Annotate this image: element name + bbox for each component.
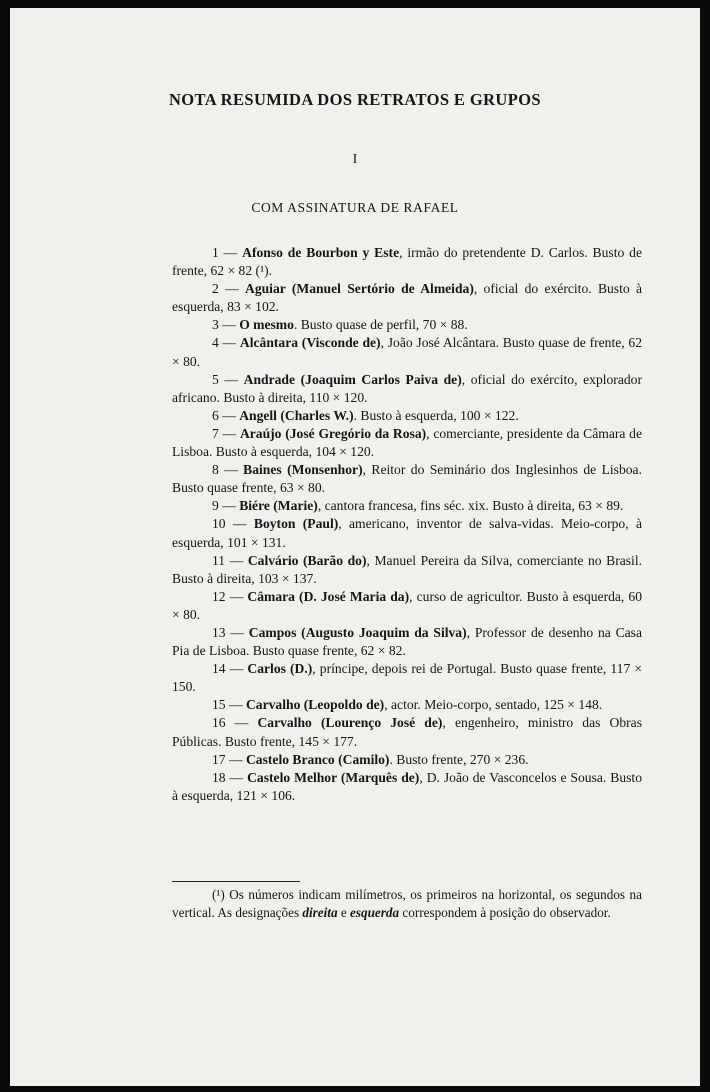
entry-name: Afonso de Bourbon y Este <box>242 245 400 260</box>
entry-name: Castelo Branco (Camilo) <box>245 751 390 767</box>
entry-text: , engenheiro, ministro das Obras Públicas. Busto frente, 145 × 177. <box>172 715 643 749</box>
list-item: 16 — Carvalho (Lourenço José de), engenheiro, ministro das Obras Públicas. Busto frente, 145 × 177. <box>172 715 643 749</box>
entry-name: Carlos (D.) <box>247 661 313 677</box>
entry-text: . Busto frente, 270 × 236. <box>389 751 529 767</box>
section-number: I <box>352 152 358 167</box>
list-item: 5 — Andrade (Joaquim Carlos Paiva de), oficial do exército, explorador africano. Busto à direita, 110 × 120. <box>172 371 642 405</box>
list-item: 1 — Afonso de Bourbon y Este, irmão do pretendente D. Carlos. Busto de frente, 62 × 82 (¹). <box>172 245 642 279</box>
list-item: 17 — Castelo Branco (Camilo). Busto frente, 270 × 236. <box>212 751 529 767</box>
entry-name: Campos (Augusto Joaquim da Silva) <box>248 624 467 640</box>
list-item: 12 — Câmara (D. José Maria da), curso de agricultor. Busto à esquerda, 60 × 80. <box>172 588 643 622</box>
entry-text: , oficial do exército, explorador africano. Busto à direita, 110 × 120. <box>172 371 642 405</box>
entry-name: Araújo (José Gregório da Rosa) <box>239 425 427 441</box>
footnote-divider <box>172 881 300 882</box>
list-item: 3 — O mesmo. Busto quase de perfil, 70 × 88. <box>212 317 468 333</box>
page-title: NOTA RESUMIDA DOS RETRATOS E GRUPOS <box>168 90 542 109</box>
list-item: 9 — Biére (Marie), cantora francesa, fins séc. xix. Busto à direita, 63 × 89. <box>212 498 624 514</box>
document-page <box>10 8 700 1086</box>
entry-number: 14 <box>212 661 226 677</box>
entry-text: . Busto à esquerda, 100 × 122. <box>353 407 519 423</box>
entry-name: Castelo Melhor (Marquês de) <box>247 769 420 785</box>
entry-text: , João José Alcântara. Busto quase de frente, 62 × 80. <box>172 335 643 369</box>
entry-name: Angell (Charles W.) <box>239 407 354 423</box>
entry-number: 9 <box>212 498 219 514</box>
entry-text: , actor. Meio-corpo, sentado, 125 × 148. <box>384 697 603 713</box>
entry-number: 15 <box>212 697 226 713</box>
list-item: 6 — Angell (Charles W.). Busto à esquerda, 100 × 122. <box>212 407 519 423</box>
entry-text: , irmão do pretendente D. Carlos. Busto de frente, 62 × 82 (¹). <box>172 245 642 279</box>
entry-name: Aguiar (Manuel Sertório de Almeida) <box>245 281 474 297</box>
entry-name: Câmara (D. José Maria da) <box>247 588 410 604</box>
list-item: 18 — Castelo Melhor (Marquês de), D. João de Vasconcelos e Sousa. Busto à esquerda, 121 × 106. <box>172 769 642 803</box>
entry-number: 11 <box>212 552 226 568</box>
list-item: 4 — Alcântara (Visconde de), João José Alcântara. Busto quase de frente, 62 × 80. <box>172 335 643 369</box>
footnote-text-end: correspondem à posição do observador. <box>399 905 611 920</box>
entry-name: Andrade (Joaquim Carlos Paiva de) <box>243 371 462 387</box>
entry-number: 1 <box>212 245 219 260</box>
list-item: 14 — Carlos (D.), príncipe, depois rei de Portugal. Busto quase frente, 117 × 150. <box>172 661 643 695</box>
list-item: 7 — Araújo (José Gregório da Rosa), comerciante, presidente da Câmara de Lisboa. Busto à esquerda, 104 × 120. <box>172 425 643 460</box>
list-item: 15 — Carvalho (Leopoldo de), actor. Meio-corpo, sentado, 125 × 148. <box>212 697 603 713</box>
entry-text: , americano, inventor de salva-vidas. Meio-corpo, à esquerda, 101 × 131. <box>172 516 643 550</box>
entry-name: Carvalho (Leopoldo de) <box>245 697 385 713</box>
list-item: 8 — Baines (Monsenhor), Reitor do Seminário dos Inglesinhos de Lisboa. Busto quase frente, 63 × 80. <box>172 462 642 496</box>
footnote-term-esquerda: esquerda <box>350 905 400 920</box>
entry-number: 7 <box>212 425 219 441</box>
entry-text: , comerciante, presidente da Câmara de Lisboa. Busto à esquerda, 104 × 120. <box>172 425 643 460</box>
entry-text: , Professor de desenho na Casa Pia de Lisboa. Busto quase frente, 62 × 82. <box>172 624 642 659</box>
footnote <box>172 886 642 922</box>
entry-text: , Manuel Pereira da Silva, comerciante no Brasil. Busto à direita, 103 × 137. <box>172 552 642 586</box>
footnote-conj: e <box>337 905 350 920</box>
entry-number: 17 <box>212 751 226 767</box>
list-item: 10 — Boyton (Paul), americano, inventor de salva-vidas. Meio-corpo, à esquerda, 101 × 131. <box>172 516 643 550</box>
entry-text: , cantora francesa, fins séc. xix. Busto à direita, 63 × 89. <box>317 498 624 514</box>
entry-number: 2 <box>212 281 219 297</box>
list-item: 2 — Aguiar (Manuel Sertório de Almeida), oficial do exército. Busto à esquerda, 83 × 102. <box>172 281 643 315</box>
entry-text: , D. João de Vasconcelos e Sousa. Busto à esquerda, 121 × 106. <box>172 769 642 803</box>
entry-name: Biére (Marie) <box>239 498 318 514</box>
entry-number: 16 <box>212 715 226 731</box>
entry-text: , curso de agricultor. Busto à esquerda, 60 × 80. <box>172 588 643 622</box>
entry-name: Calvário (Barão do) <box>247 552 367 568</box>
footnote-marker: (¹) <box>212 887 225 902</box>
entry-text: , príncipe, depois rei de Portugal. Busto quase frente, 117 × 150. <box>172 661 643 695</box>
entry-name: Baines (Monsenhor) <box>243 462 363 478</box>
entry-number: 10 <box>212 516 226 532</box>
list-item: 11 — Calvário (Barão do), Manuel Pereira da Silva, comerciante no Brasil. Busto à direita, 103 × 137. <box>172 552 642 586</box>
entry-name: Alcântara (Visconde de) <box>239 335 381 351</box>
entry-number: 3 <box>212 317 219 333</box>
entry-number: 4 <box>212 335 219 351</box>
entry-number: 8 <box>212 462 219 478</box>
entry-number: 13 <box>212 624 226 640</box>
footnote-term-direita: direita <box>302 905 338 920</box>
footnote-text: Os números indicam milímetros, os primeiros na horizontal, os segundos na vertical. As designações <box>172 887 642 920</box>
entry-number: 18 <box>212 769 226 785</box>
entry-text: . Busto quase de perfil, 70 × 88. <box>293 317 468 333</box>
entry-number: 12 <box>212 588 226 604</box>
entry-number: 5 <box>212 371 219 387</box>
entry-number: 6 <box>212 407 219 423</box>
entry-text: , Reitor do Seminário dos Inglesinhos de Lisboa. Busto quase frente, 63 × 80. <box>172 462 642 496</box>
entry-name: Carvalho (Lourenço José de) <box>257 715 443 731</box>
section-title: COM ASSINATURA DE RAFAEL <box>251 200 459 215</box>
entry-text: , oficial do exército. Busto à esquerda, 83 × 102. <box>172 281 643 315</box>
portrait-list <box>172 244 642 805</box>
entry-name: O mesmo <box>239 317 294 333</box>
entry-name: Boyton (Paul) <box>253 516 339 532</box>
list-item: 13 — Campos (Augusto Joaquim da Silva), Professor de desenho na Casa Pia de Lisboa. Busto quase frente, 62 × 82. <box>172 624 642 659</box>
